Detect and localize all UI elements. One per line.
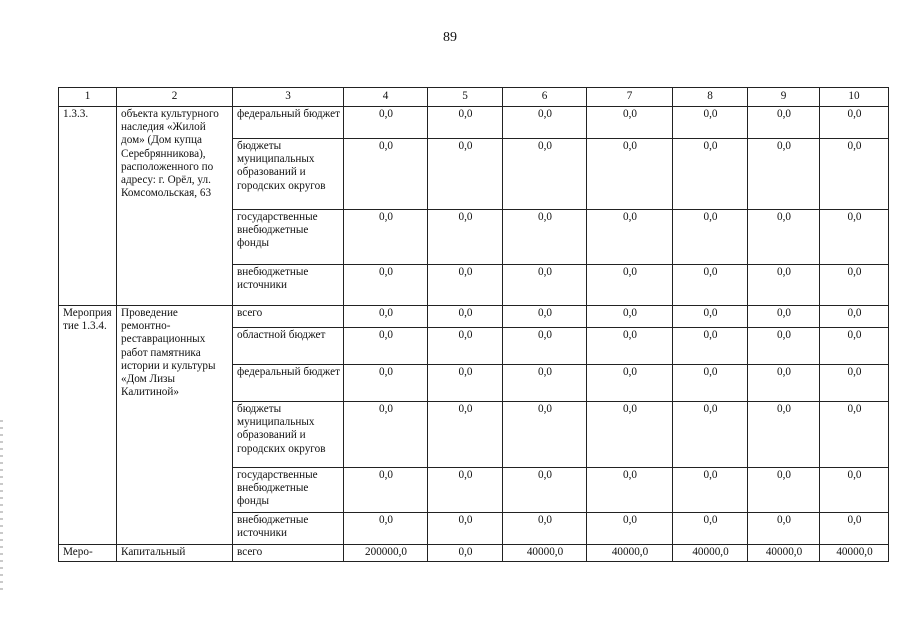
value-cell: 0,0 — [344, 210, 428, 265]
column-header: 1 — [59, 88, 117, 107]
funding-source-cell: внебюджетные источники — [233, 265, 344, 306]
value-cell: 0,0 — [673, 306, 748, 328]
table-row — [59, 107, 889, 139]
value-cell: 0,0 — [503, 107, 587, 139]
value-cell: 0,0 — [748, 306, 820, 328]
funding-source-cell: федеральный бюджет — [233, 365, 344, 402]
table-row — [59, 306, 889, 328]
value-cell: 0,0 — [748, 139, 820, 210]
value-cell: 0,0 — [587, 107, 673, 139]
funding-source-cell: всего — [233, 545, 344, 562]
value-cell: 0,0 — [428, 306, 503, 328]
value-cell: 0,0 — [428, 468, 503, 513]
value-cell: 0,0 — [673, 328, 748, 365]
value-cell: 0,0 — [820, 306, 889, 328]
value-cell: 0,0 — [748, 468, 820, 513]
funding-source-cell: всего — [233, 306, 344, 328]
value-cell: 0,0 — [587, 306, 673, 328]
value-cell: 0,0 — [820, 468, 889, 513]
event-number-cell: Мероприятие 1.3.4. — [59, 306, 117, 545]
value-cell: 0,0 — [428, 328, 503, 365]
column-header: 10 — [820, 88, 889, 107]
value-cell: 0,0 — [748, 402, 820, 468]
header-row — [59, 88, 889, 107]
event-number-cell: Меро- — [59, 545, 117, 562]
value-cell: 0,0 — [673, 402, 748, 468]
value-cell: 40000,0 — [748, 545, 820, 562]
scan-edge-mark — [0, 420, 3, 590]
column-header: 5 — [428, 88, 503, 107]
value-cell: 40000,0 — [820, 545, 889, 562]
value-cell: 0,0 — [673, 107, 748, 139]
value-cell: 0,0 — [820, 328, 889, 365]
value-cell: 0,0 — [673, 365, 748, 402]
value-cell: 0,0 — [673, 265, 748, 306]
value-cell: 0,0 — [428, 365, 503, 402]
value-cell: 0,0 — [587, 365, 673, 402]
value-cell: 0,0 — [587, 468, 673, 513]
value-cell: 40000,0 — [587, 545, 673, 562]
value-cell: 0,0 — [344, 265, 428, 306]
value-cell: 0,0 — [587, 265, 673, 306]
value-cell: 0,0 — [820, 265, 889, 306]
value-cell: 0,0 — [503, 402, 587, 468]
value-cell: 0,0 — [503, 328, 587, 365]
budget-table — [58, 87, 889, 562]
value-cell: 0,0 — [428, 402, 503, 468]
value-cell: 0,0 — [748, 265, 820, 306]
value-cell: 0,0 — [503, 365, 587, 402]
column-header: 2 — [117, 88, 233, 107]
value-cell: 0,0 — [820, 402, 889, 468]
value-cell: 0,0 — [344, 139, 428, 210]
page-number: 89 — [443, 30, 457, 45]
value-cell: 0,0 — [428, 265, 503, 306]
value-cell: 0,0 — [344, 306, 428, 328]
table-row — [59, 545, 889, 562]
column-header: 3 — [233, 88, 344, 107]
value-cell: 0,0 — [820, 139, 889, 210]
column-header: 7 — [587, 88, 673, 107]
value-cell: 0,0 — [344, 402, 428, 468]
value-cell: 0,0 — [820, 210, 889, 265]
value-cell: 0,0 — [587, 139, 673, 210]
value-cell: 0,0 — [673, 139, 748, 210]
value-cell: 0,0 — [587, 402, 673, 468]
event-name-cell: Проведение ремонтно-реставрационных работ памятника истории и культуры «Дом Лизы Калитиной» — [117, 306, 233, 545]
value-cell: 0,0 — [428, 545, 503, 562]
value-cell: 0,0 — [820, 107, 889, 139]
value-cell: 40000,0 — [503, 545, 587, 562]
value-cell: 0,0 — [344, 513, 428, 545]
value-cell: 0,0 — [344, 468, 428, 513]
funding-source-cell: государственные внебюджетные фонды — [233, 468, 344, 513]
funding-source-cell: федеральный бюджет — [233, 107, 344, 139]
value-cell: 0,0 — [748, 328, 820, 365]
value-cell: 0,0 — [673, 210, 748, 265]
value-cell: 0,0 — [820, 513, 889, 545]
funding-source-cell: государственные внебюджетные фонды — [233, 210, 344, 265]
column-header: 6 — [503, 88, 587, 107]
value-cell: 0,0 — [673, 513, 748, 545]
value-cell: 0,0 — [428, 107, 503, 139]
column-header: 4 — [344, 88, 428, 107]
value-cell: 0,0 — [428, 210, 503, 265]
value-cell: 0,0 — [344, 328, 428, 365]
value-cell: 0,0 — [344, 365, 428, 402]
event-number-cell: 1.3.3. — [59, 107, 117, 306]
value-cell: 200000,0 — [344, 545, 428, 562]
value-cell: 0,0 — [503, 513, 587, 545]
value-cell: 0,0 — [503, 210, 587, 265]
value-cell: 0,0 — [748, 107, 820, 139]
funding-source-cell: внебюджетные источники — [233, 513, 344, 545]
value-cell: 0,0 — [503, 265, 587, 306]
value-cell: 0,0 — [344, 107, 428, 139]
value-cell: 0,0 — [428, 513, 503, 545]
value-cell: 0,0 — [503, 139, 587, 210]
column-header: 9 — [748, 88, 820, 107]
event-name-cell: объекта культурного наследия «Жилой дом» (Дом купца Серебрянникова), расположенного по адресу: г. Орёл, ул. Комсомольская, 63 — [117, 107, 233, 306]
value-cell: 40000,0 — [673, 545, 748, 562]
value-cell: 0,0 — [820, 365, 889, 402]
value-cell: 0,0 — [748, 513, 820, 545]
event-name-cell: Капитальный — [117, 545, 233, 562]
value-cell: 0,0 — [428, 139, 503, 210]
column-header: 8 — [673, 88, 748, 107]
value-cell: 0,0 — [587, 328, 673, 365]
value-cell: 0,0 — [503, 468, 587, 513]
value-cell: 0,0 — [673, 468, 748, 513]
value-cell: 0,0 — [748, 210, 820, 265]
value-cell: 0,0 — [503, 306, 587, 328]
funding-source-cell: областной бюджет — [233, 328, 344, 365]
funding-source-cell: бюджеты муниципальных образований и городских округов — [233, 402, 344, 468]
value-cell: 0,0 — [748, 365, 820, 402]
value-cell: 0,0 — [587, 513, 673, 545]
value-cell: 0,0 — [587, 210, 673, 265]
funding-source-cell: бюджеты муниципальных образований и городских округов — [233, 139, 344, 210]
